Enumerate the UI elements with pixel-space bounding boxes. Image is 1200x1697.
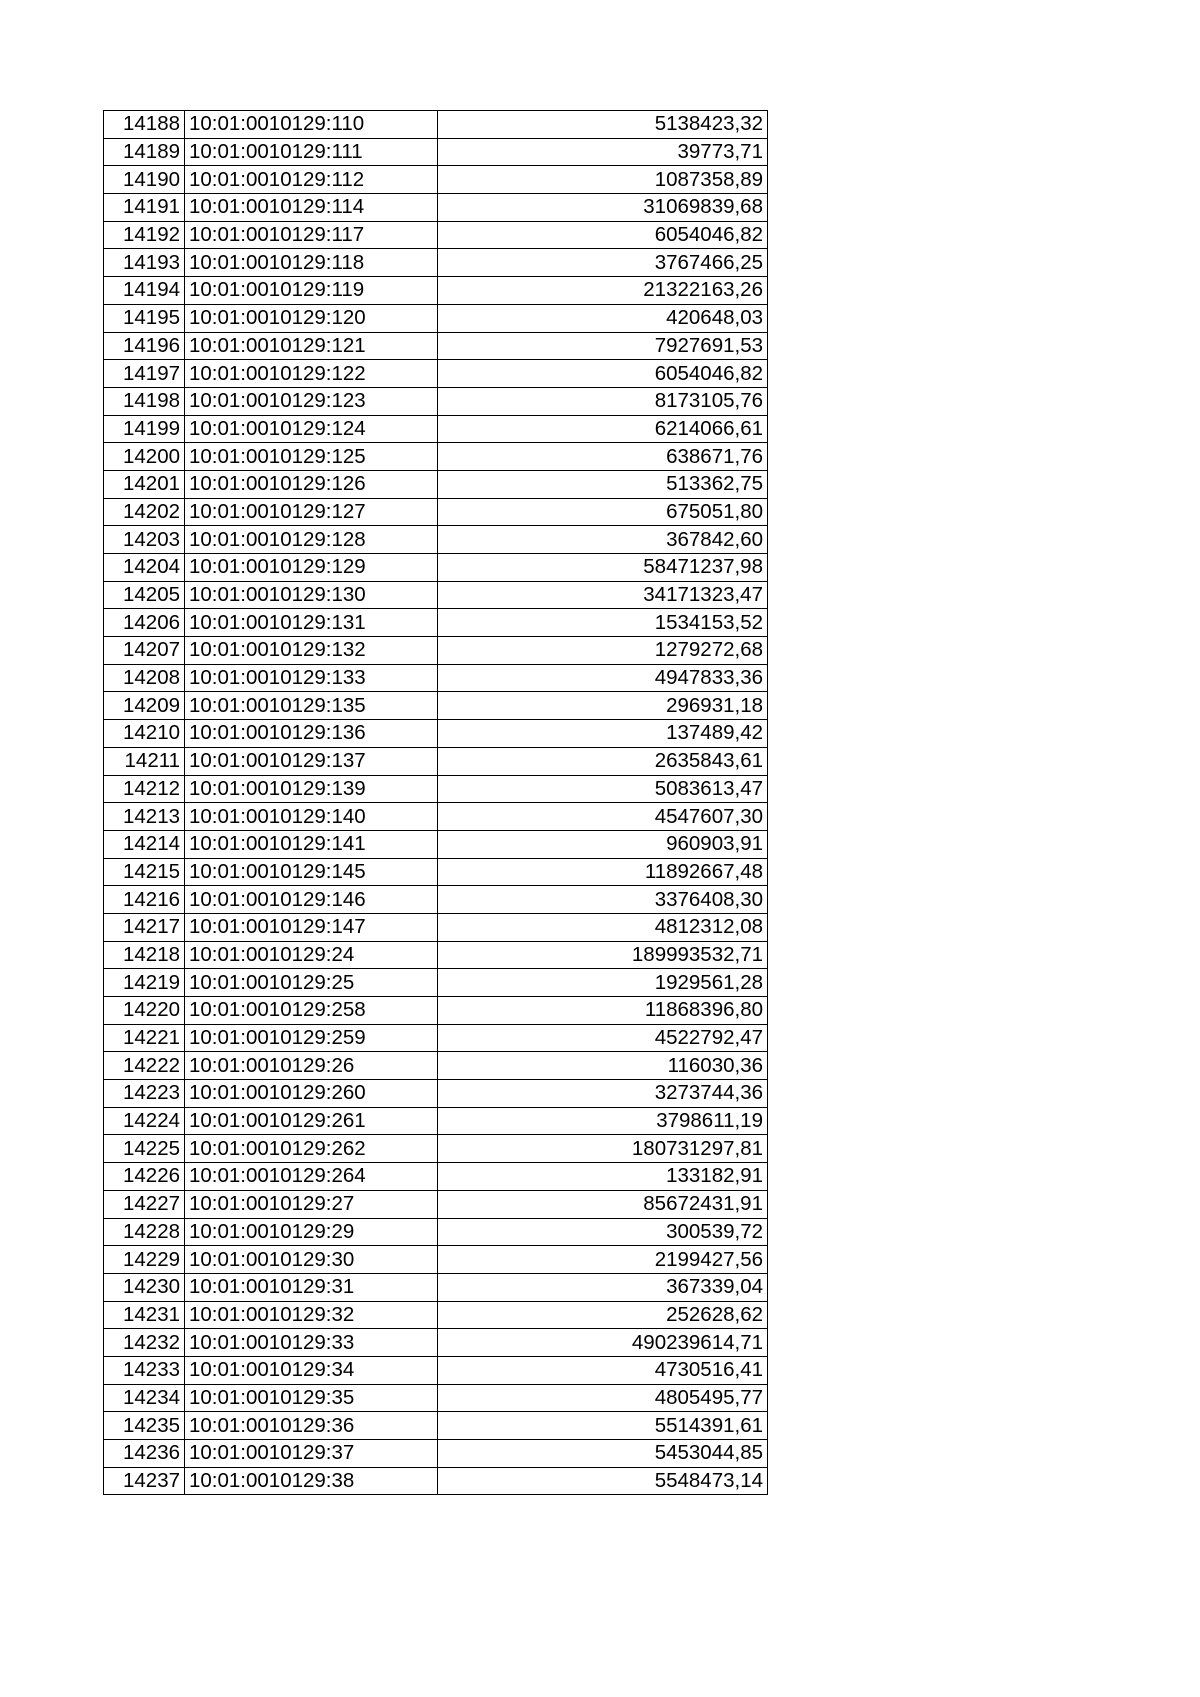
cadastral-value-cell: 4522792,47: [438, 1024, 768, 1052]
cadastral-number-cell: 10:01:0010129:117: [185, 221, 438, 249]
cadastral-value-cell: 5138423,32: [438, 111, 768, 139]
table-row: [104, 1052, 768, 1080]
cadastral-number-cell: 10:01:0010129:128: [185, 526, 438, 554]
row-number-cell: 14237: [104, 1467, 185, 1495]
table-row: [104, 221, 768, 249]
cadastral-number-cell: 10:01:0010129:31: [185, 1273, 438, 1301]
table-row: [104, 470, 768, 498]
cadastral-number-cell: 10:01:0010129:147: [185, 913, 438, 941]
cadastral-value-cell: 85672431,91: [438, 1190, 768, 1218]
row-number-cell: 14222: [104, 1052, 185, 1080]
table-row: [104, 304, 768, 332]
table-row: [104, 1273, 768, 1301]
cadastral-number-cell: 10:01:0010129:137: [185, 747, 438, 775]
row-number-cell: 14199: [104, 415, 185, 443]
cadastral-number-cell: 10:01:0010129:126: [185, 470, 438, 498]
cadastral-number-cell: 10:01:0010129:27: [185, 1190, 438, 1218]
cadastral-number-cell: 10:01:0010129:33: [185, 1329, 438, 1357]
table-row: [104, 664, 768, 692]
row-number-cell: 14235: [104, 1412, 185, 1440]
table-row: [104, 1329, 768, 1357]
row-number-cell: 14188: [104, 111, 185, 139]
table-row: [104, 1384, 768, 1412]
table-row: [104, 1135, 768, 1163]
row-number-cell: 14219: [104, 969, 185, 997]
table-row: [104, 498, 768, 526]
cadastral-value-cell: 3798611,19: [438, 1107, 768, 1135]
table-row: [104, 969, 768, 997]
cadastral-value-cell: 3273744,36: [438, 1080, 768, 1108]
cadastral-number-cell: 10:01:0010129:133: [185, 664, 438, 692]
table-row: [104, 1467, 768, 1495]
cadastral-number-cell: 10:01:0010129:119: [185, 277, 438, 305]
cadastral-value-cell: 34171323,47: [438, 581, 768, 609]
cadastral-number-cell: 10:01:0010129:145: [185, 858, 438, 886]
row-number-cell: 14231: [104, 1301, 185, 1329]
row-number-cell: 14204: [104, 554, 185, 582]
cadastral-value-cell: 5083613,47: [438, 775, 768, 803]
table-row: [104, 1440, 768, 1468]
row-number-cell: 14223: [104, 1080, 185, 1108]
table-row: [104, 913, 768, 941]
table-row: [104, 858, 768, 886]
table-row: [104, 720, 768, 748]
cadastral-number-cell: 10:01:0010129:132: [185, 637, 438, 665]
cadastral-value-cell: 4812312,08: [438, 913, 768, 941]
cadastral-value-cell: 116030,36: [438, 1052, 768, 1080]
table-row: [104, 886, 768, 914]
cadastral-value-cell: 4805495,77: [438, 1384, 768, 1412]
table-row: [104, 692, 768, 720]
table-row: [104, 249, 768, 277]
row-number-cell: 14190: [104, 166, 185, 194]
cadastral-value-cell: 11868396,80: [438, 997, 768, 1025]
row-number-cell: 14189: [104, 138, 185, 166]
cadastral-value-cell: 5548473,14: [438, 1467, 768, 1495]
table-row: [104, 360, 768, 388]
cadastral-value-cell: 11892667,48: [438, 858, 768, 886]
table-row: [104, 775, 768, 803]
table-row: [104, 1218, 768, 1246]
cadastral-number-cell: 10:01:0010129:30: [185, 1246, 438, 1274]
row-number-cell: 14209: [104, 692, 185, 720]
cadastral-number-cell: 10:01:0010129:262: [185, 1135, 438, 1163]
table-row: [104, 997, 768, 1025]
table-row: [104, 415, 768, 443]
cadastral-number-cell: 10:01:0010129:118: [185, 249, 438, 277]
row-number-cell: 14202: [104, 498, 185, 526]
cadastral-value-cell: 300539,72: [438, 1218, 768, 1246]
row-number-cell: 14198: [104, 387, 185, 415]
cadastral-value-cell: 3767466,25: [438, 249, 768, 277]
cadastral-number-cell: 10:01:0010129:32: [185, 1301, 438, 1329]
cadastral-value-cell: 189993532,71: [438, 941, 768, 969]
cadastral-value-cell: 6054046,82: [438, 221, 768, 249]
table-row: [104, 1301, 768, 1329]
row-number-cell: 14206: [104, 609, 185, 637]
row-number-cell: 14201: [104, 470, 185, 498]
row-number-cell: 14216: [104, 886, 185, 914]
row-number-cell: 14229: [104, 1246, 185, 1274]
row-number-cell: 14215: [104, 858, 185, 886]
table-row: [104, 581, 768, 609]
row-number-cell: 14210: [104, 720, 185, 748]
cadastral-value-cell: 367842,60: [438, 526, 768, 554]
row-number-cell: 14196: [104, 332, 185, 360]
cadastral-number-cell: 10:01:0010129:141: [185, 830, 438, 858]
row-number-cell: 14194: [104, 277, 185, 305]
cadastral-number-cell: 10:01:0010129:127: [185, 498, 438, 526]
row-number-cell: 14205: [104, 581, 185, 609]
cadastral-value-table: [103, 110, 768, 1495]
table-row: [104, 387, 768, 415]
row-number-cell: 14220: [104, 997, 185, 1025]
cadastral-value-cell: 31069839,68: [438, 194, 768, 222]
cadastral-value-cell: 3376408,30: [438, 886, 768, 914]
cadastral-value-cell: 58471237,98: [438, 554, 768, 582]
cadastral-value-cell: 490239614,71: [438, 1329, 768, 1357]
cadastral-value-cell: 513362,75: [438, 470, 768, 498]
table-row: [104, 609, 768, 637]
table-row: [104, 1024, 768, 1052]
cadastral-value-cell: 1279272,68: [438, 637, 768, 665]
row-number-cell: 14226: [104, 1163, 185, 1191]
cadastral-number-cell: 10:01:0010129:25: [185, 969, 438, 997]
row-number-cell: 14200: [104, 443, 185, 471]
cadastral-number-cell: 10:01:0010129:122: [185, 360, 438, 388]
row-number-cell: 14193: [104, 249, 185, 277]
cadastral-number-cell: 10:01:0010129:24: [185, 941, 438, 969]
cadastral-value-cell: 180731297,81: [438, 1135, 768, 1163]
cadastral-value-cell: 5453044,85: [438, 1440, 768, 1468]
row-number-cell: 14195: [104, 304, 185, 332]
cadastral-number-cell: 10:01:0010129:124: [185, 415, 438, 443]
cadastral-value-cell: 638671,76: [438, 443, 768, 471]
table-row: [104, 1107, 768, 1135]
cadastral-number-cell: 10:01:0010129:146: [185, 886, 438, 914]
cadastral-value-cell: 2199427,56: [438, 1246, 768, 1274]
cadastral-number-cell: 10:01:0010129:130: [185, 581, 438, 609]
cadastral-number-cell: 10:01:0010129:135: [185, 692, 438, 720]
cadastral-number-cell: 10:01:0010129:35: [185, 1384, 438, 1412]
cadastral-number-cell: 10:01:0010129:123: [185, 387, 438, 415]
cadastral-number-cell: 10:01:0010129:139: [185, 775, 438, 803]
row-number-cell: 14211: [104, 747, 185, 775]
row-number-cell: 14217: [104, 913, 185, 941]
table-row: [104, 554, 768, 582]
row-number-cell: 14224: [104, 1107, 185, 1135]
cadastral-value-cell: 252628,62: [438, 1301, 768, 1329]
cadastral-value-cell: 133182,91: [438, 1163, 768, 1191]
cadastral-number-cell: 10:01:0010129:114: [185, 194, 438, 222]
table-row: [104, 526, 768, 554]
cadastral-number-cell: 10:01:0010129:29: [185, 1218, 438, 1246]
cadastral-value-cell: 4730516,41: [438, 1356, 768, 1384]
table-row: [104, 803, 768, 831]
cadastral-value-cell: 675051,80: [438, 498, 768, 526]
table-row: [104, 1080, 768, 1108]
row-number-cell: 14225: [104, 1135, 185, 1163]
cadastral-value-cell: 960903,91: [438, 830, 768, 858]
table-row: [104, 1356, 768, 1384]
row-number-cell: 14233: [104, 1356, 185, 1384]
cadastral-number-cell: 10:01:0010129:37: [185, 1440, 438, 1468]
cadastral-number-cell: 10:01:0010129:259: [185, 1024, 438, 1052]
cadastral-number-cell: 10:01:0010129:129: [185, 554, 438, 582]
cadastral-number-cell: 10:01:0010129:125: [185, 443, 438, 471]
table-row: [104, 194, 768, 222]
row-number-cell: 14191: [104, 194, 185, 222]
cadastral-value-cell: 137489,42: [438, 720, 768, 748]
row-number-cell: 14234: [104, 1384, 185, 1412]
cadastral-number-cell: 10:01:0010129:136: [185, 720, 438, 748]
cadastral-number-cell: 10:01:0010129:26: [185, 1052, 438, 1080]
cadastral-value-cell: 1087358,89: [438, 166, 768, 194]
table-row: [104, 1246, 768, 1274]
cadastral-number-cell: 10:01:0010129:264: [185, 1163, 438, 1191]
table-row: [104, 1163, 768, 1191]
cadastral-value-cell: 7927691,53: [438, 332, 768, 360]
row-number-cell: 14236: [104, 1440, 185, 1468]
row-number-cell: 14232: [104, 1329, 185, 1357]
cadastral-value-cell: 296931,18: [438, 692, 768, 720]
row-number-cell: 14214: [104, 830, 185, 858]
table-row: [104, 1412, 768, 1440]
cadastral-number-cell: 10:01:0010129:120: [185, 304, 438, 332]
cadastral-value-cell: 2635843,61: [438, 747, 768, 775]
table-row: [104, 747, 768, 775]
cadastral-number-cell: 10:01:0010129:121: [185, 332, 438, 360]
cadastral-value-cell: 1534153,52: [438, 609, 768, 637]
row-number-cell: 14228: [104, 1218, 185, 1246]
cadastral-value-cell: 1929561,28: [438, 969, 768, 997]
table-row: [104, 637, 768, 665]
cadastral-value-cell: 5514391,61: [438, 1412, 768, 1440]
cadastral-number-cell: 10:01:0010129:258: [185, 997, 438, 1025]
row-number-cell: 14218: [104, 941, 185, 969]
row-number-cell: 14197: [104, 360, 185, 388]
cadastral-number-cell: 10:01:0010129:261: [185, 1107, 438, 1135]
row-number-cell: 14192: [104, 221, 185, 249]
cadastral-number-cell: 10:01:0010129:131: [185, 609, 438, 637]
cadastral-number-cell: 10:01:0010129:110: [185, 111, 438, 139]
row-number-cell: 14207: [104, 637, 185, 665]
table-row: [104, 138, 768, 166]
cadastral-number-cell: 10:01:0010129:140: [185, 803, 438, 831]
row-number-cell: 14227: [104, 1190, 185, 1218]
row-number-cell: 14221: [104, 1024, 185, 1052]
cadastral-value-cell: 6054046,82: [438, 360, 768, 388]
cadastral-number-cell: 10:01:0010129:112: [185, 166, 438, 194]
cadastral-value-cell: 4947833,36: [438, 664, 768, 692]
table-row: [104, 166, 768, 194]
row-number-cell: 14203: [104, 526, 185, 554]
row-number-cell: 14212: [104, 775, 185, 803]
table-row: [104, 277, 768, 305]
cadastral-value-cell: 21322163,26: [438, 277, 768, 305]
table-row: [104, 941, 768, 969]
row-number-cell: 14230: [104, 1273, 185, 1301]
table-row: [104, 830, 768, 858]
table-row: [104, 111, 768, 139]
table-row: [104, 443, 768, 471]
cadastral-value-cell: 367339,04: [438, 1273, 768, 1301]
cadastral-value-cell: 4547607,30: [438, 803, 768, 831]
row-number-cell: 14208: [104, 664, 185, 692]
cadastral-number-cell: 10:01:0010129:38: [185, 1467, 438, 1495]
cadastral-value-cell: 420648,03: [438, 304, 768, 332]
cadastral-number-cell: 10:01:0010129:34: [185, 1356, 438, 1384]
cadastral-number-cell: 10:01:0010129:260: [185, 1080, 438, 1108]
cadastral-value-cell: 8173105,76: [438, 387, 768, 415]
cadastral-number-cell: 10:01:0010129:36: [185, 1412, 438, 1440]
table-row: [104, 1190, 768, 1218]
table-row: [104, 332, 768, 360]
cadastral-value-cell: 39773,71: [438, 138, 768, 166]
cadastral-value-cell: 6214066,61: [438, 415, 768, 443]
cadastral-number-cell: 10:01:0010129:111: [185, 138, 438, 166]
table-body: [104, 111, 768, 1495]
row-number-cell: 14213: [104, 803, 185, 831]
